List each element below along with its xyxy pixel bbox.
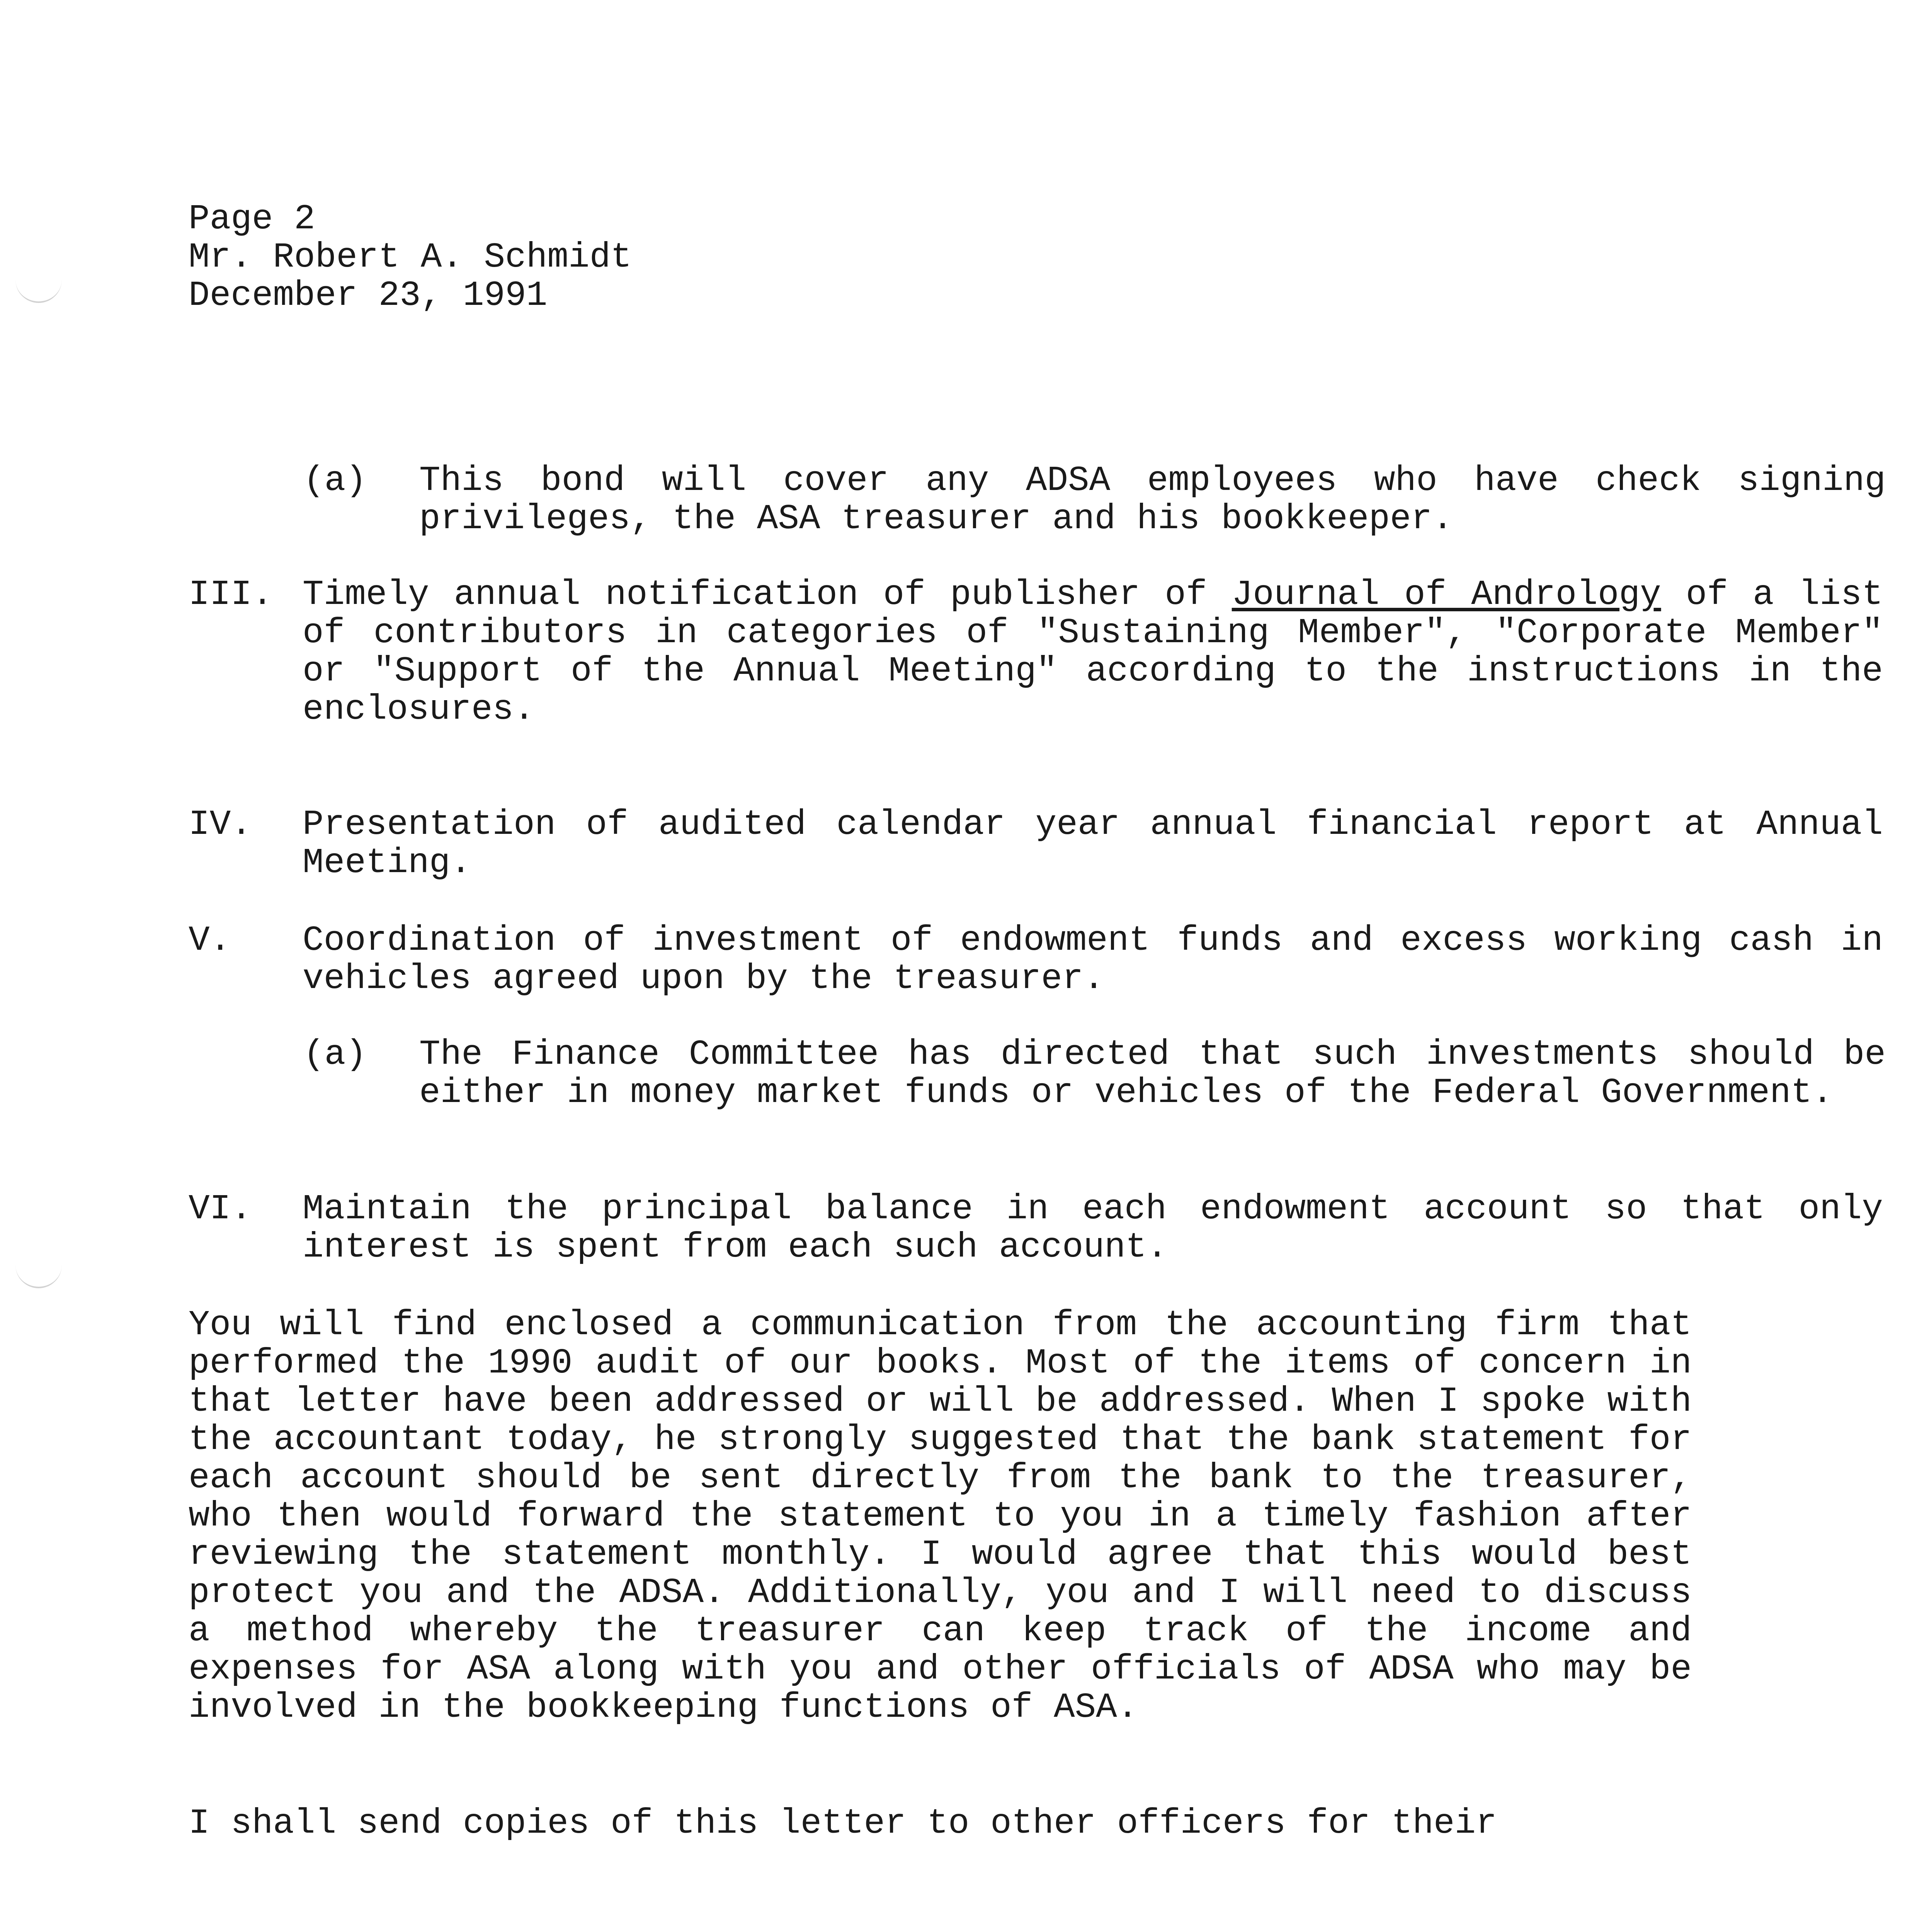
recipient-name: Mr. Robert A. Schmidt — [189, 238, 632, 277]
binder-hole-mark — [15, 278, 62, 303]
closing-paragraph: I shall send copies of this letter to other officers for their — [189, 1804, 1497, 1844]
letter-header — [189, 200, 1348, 315]
letter-date: December 23, 1991 — [189, 276, 548, 316]
body-paragraph: You will find enclosed a communication from the accounting firm that performed the 1990 audit of our books. Most of the items of concern in that letter have been addressed or will be addressed. When I spoke with the accountant today, he strongly suggested that the bank statement for each account should be sent directly from the bank to the treasurer, who then would forward the statement to you in a timely fashion after reviewing the statement monthly. I would agree that this would best protect you and the ADSA. Additionally, you and I will need to discuss a method whereby the treasurer can keep track of the income and expenses for ASA along with you and other officials of ADSA who may be involved in the bookkeeping functions of ASA. — [189, 1305, 1692, 1728]
journal-title: Journal of Andrology — [1232, 575, 1661, 615]
item-label: III. — [189, 575, 273, 615]
sub-item-text: This bond will cover any ADSA employees who have check signing privileges, the ASA treasurer and his bookkeeper. — [419, 461, 1886, 539]
item-label: V. — [189, 921, 231, 961]
item-text — [303, 576, 1883, 729]
sub-item-text: The Finance Committee has directed that such investments should be either in money market funds or vehicles of the Federal Government. — [419, 1035, 1886, 1113]
page-number: Page 2 — [189, 199, 315, 239]
item-text-before: Timely annual notification of publisher of — [303, 575, 1207, 615]
item-text: Presentation of audited calendar year annual financial report at Annual Meeting. — [303, 805, 1883, 883]
sub-item-label: (a) — [303, 1035, 367, 1075]
item-label: IV. — [189, 805, 252, 845]
binder-hole-mark — [15, 1264, 62, 1288]
item-text: Maintain the principal balance in each endowment account so that only interest is spent from each such account. — [303, 1189, 1883, 1267]
item-text: Coordination of investment of endowment funds and excess working cash in vehicles agreed upon by the treasurer. — [303, 921, 1883, 999]
item-label: VI. — [189, 1189, 252, 1229]
sub-item-label: (a) — [303, 461, 367, 501]
item-text-after: of a list of contributors in categories of "Sustaining Member", "Corporate Member" or "Support of the Annual Meeting" according to the instructions in the enclosures. — [303, 575, 1883, 730]
